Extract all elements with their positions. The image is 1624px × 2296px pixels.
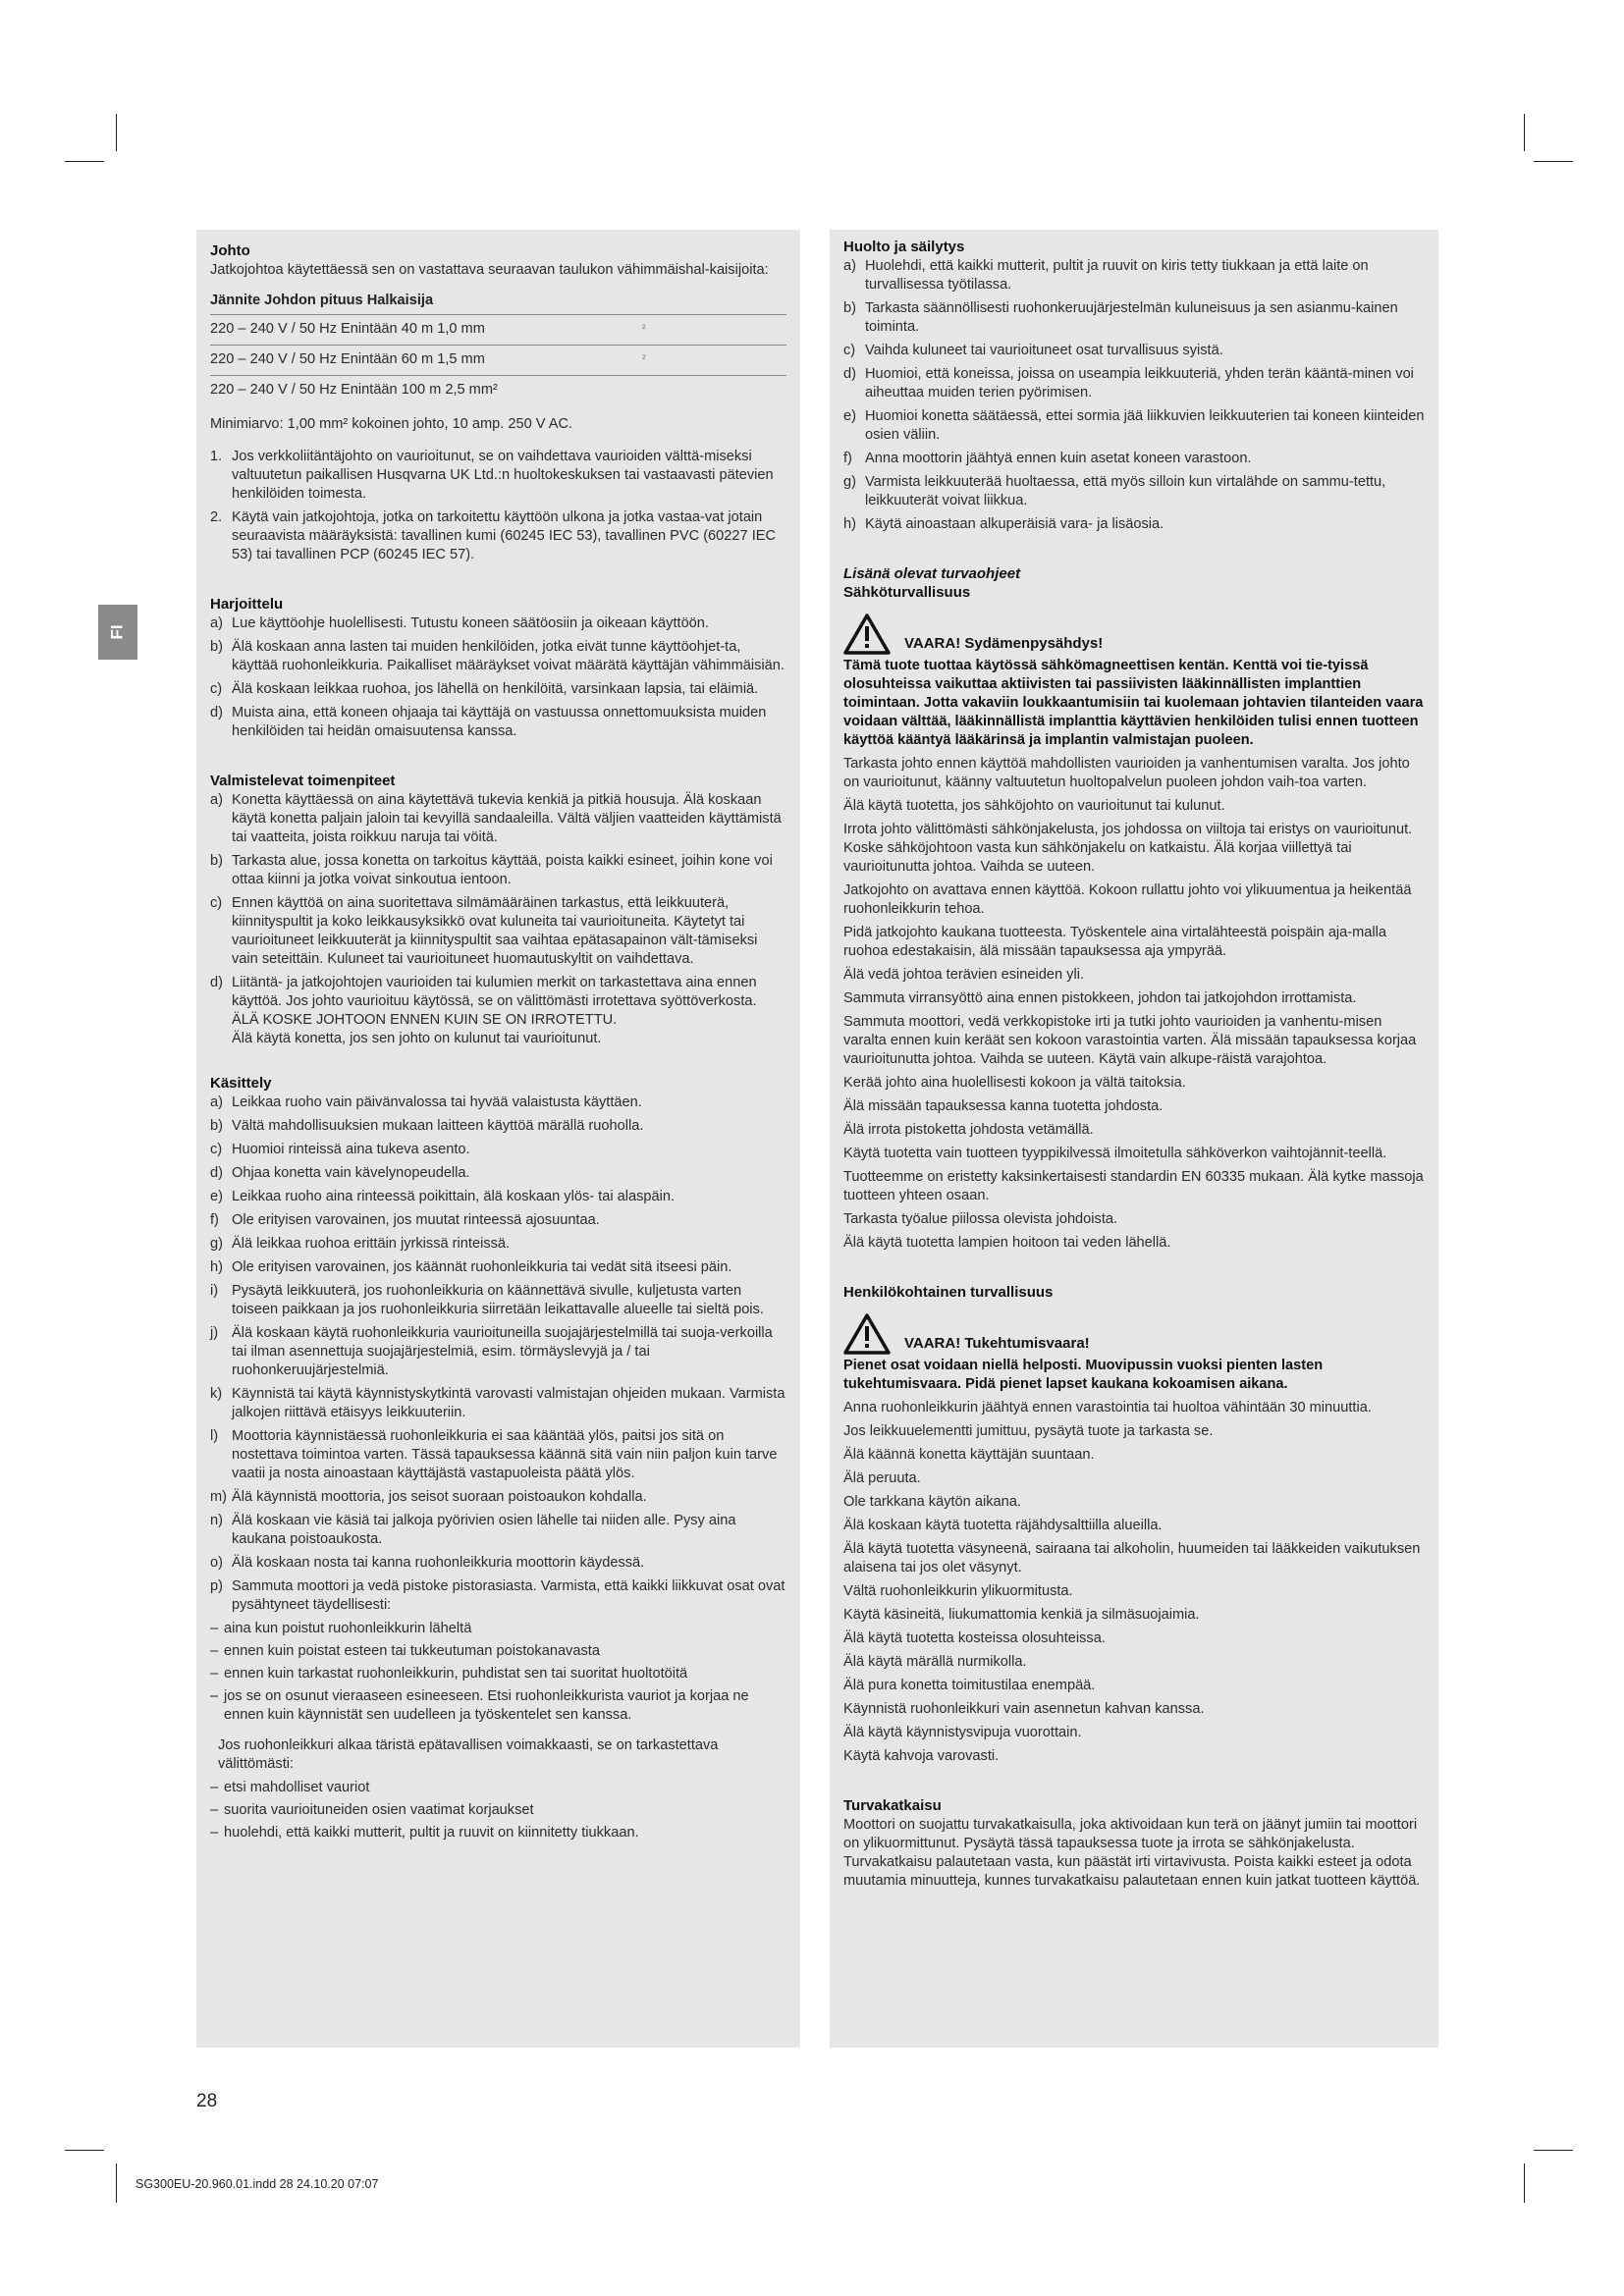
- paragraph: Tarkasta työalue piilossa olevista johdoista.: [843, 1211, 1118, 1227]
- paragraph: Tuotteemme on eristetty kaksinkertaisesti standardin EN 60335 mukaan. Älä kytke massoja tuotteen yhteen osaan.: [843, 1169, 1424, 1203]
- paragraph: Älä vedä johtoa terävien esineiden yli.: [843, 967, 1085, 983]
- paragraph: Moottori on suojattu turvakatkaisulla, joka aktivoidaan kun terä on jäänyt jumiin tai moottori on ylikuormittunut. Pysäytä tässä tapauksessa tuote ja irrota se sähkönjakelusta. Turvakatkaisu palautetaan vasta, kun päästät irti virtavivusta. Poista kaikki esteet ja odota muutamia minuutteja, kunnes turvakatkaisu palautetaan ennen kuin jatkat tuotteen käyttöä.: [843, 1817, 1421, 1889]
- paragraph: Älä käytä tuotetta lampien hoitoon tai veden lähellä.: [843, 1235, 1171, 1251]
- list-item: [210, 1117, 786, 1136]
- paragraph: Älä käytä märällä nurmikolla.: [843, 1654, 1027, 1670]
- page-number: 28: [196, 2091, 218, 2111]
- paragraph: Älä käytä tuotetta, jos sähköjohto on vaurioitunut tai kulunut.: [843, 798, 1225, 814]
- paragraph: Jos ruohonleikkuri alkaa täristä epätavallisen voimakkaasti, se on tarkastettava välittömästi:: [218, 1737, 719, 1772]
- list-item: [210, 1164, 786, 1183]
- crop-mark: [65, 2150, 104, 2151]
- paragraph: Minimiarvo: 1,00 mm² kokoinen johto, 10 amp. 250 V AC.: [210, 416, 573, 432]
- list-text: Vaihda kuluneet tai vaurioituneet osat turvallisuus syistä.: [865, 343, 1223, 358]
- list-text: Sammuta moottori ja vedä pistoke pistorasiasta. Varmista, että kaikki liikkuvat osat ovat pysähtyneet täydellisesti:: [232, 1578, 785, 1613]
- list-text: Liitäntä- ja jatkojohtojen vaurioiden tai kulumien merkit on tarkastettava aina ennen käyttöä. Jos johto vaurioituu käytössä, se on välittömästi irrotettava syöttöverkosta.: [232, 975, 757, 1009]
- list-item: [210, 974, 786, 1011]
- paragraph: Jatkojohtoa käytettäessä sen on vastattava seuraavan taulukon vähimmäishal-kaisijoita:: [210, 262, 769, 278]
- paragraph: Älä käännä konetta käyttäjän suuntaan.: [843, 1447, 1095, 1463]
- list-item: [210, 448, 786, 504]
- list-item: [210, 704, 786, 741]
- list-text: Konetta käyttäessä on aina käytettävä tukevia kenkiä ja pitkiä housuja. Älä koskaan käytä konetta paljain jaloin tai kevyillä sandaaleilla. Vältä väljien vaatteiden käyttämistä tai vaatteita, joista roikkuu naruja tai vöitä.: [232, 792, 782, 845]
- section-heading: Harjoittelu: [210, 596, 284, 613]
- list-text: Jos verkkoliitäntäjohto on vaurioitunut, se on vaihdettava vaurioiden välttä-miseksi valtuutetun paikallisen Husqvarna UK Ltd.:n huoltokeskuksen tai vastaavasti pätevien henkilöiden toimesta.: [232, 449, 774, 502]
- list-item: [210, 680, 786, 699]
- list-text: Vältä mahdollisuuksien mukaan laitteen käyttöä märällä ruoholla.: [232, 1118, 644, 1134]
- paragraph: Pidä jatkojohto kaukana tuotteesta. Työskentele aina virtalähteestä poispäin aja-malla ruohoa edestakaisin, älä missään tapauksessa aja ympyrää.: [843, 925, 1387, 959]
- list-item: [843, 450, 1427, 468]
- list-text: Anna moottorin jäähtyä ennen kuin asetat koneen varastoon.: [865, 451, 1252, 466]
- table-cell: 220 – 240 V / 50 Hz Enintään 60 m 1,5 mm: [210, 351, 485, 367]
- dash-marker: –: [210, 1688, 219, 1704]
- list-item: [210, 614, 786, 633]
- paragraph: Älä käytä tuotetta väsyneenä, sairaana tai alkoholin, huumeiden tai lääkkeiden vaikutuksen alaisena tai jos olet väsynyt.: [843, 1541, 1421, 1575]
- list-item: [210, 1258, 786, 1277]
- list-text: Leikkaa ruoho vain päivänvalossa tai hyvää valaistusta käyttäen.: [232, 1095, 642, 1110]
- section-johto: [210, 241, 786, 564]
- list-marker: g): [210, 1236, 223, 1252]
- list-text: Varmista leikkuuterää huoltaessa, että myös silloin kun virtalähde on sammu-tettu, leikkuuterät voivat liikkua.: [865, 474, 1386, 508]
- dash-item: [210, 1824, 786, 1842]
- list-marker: c): [210, 1142, 223, 1157]
- list-item: [843, 257, 1427, 294]
- paragraph: Älä pura konetta toimitustilaa enempää.: [843, 1678, 1096, 1693]
- list-text: Huomioi konetta säätäessä, ettei sormia jää liikkuvien leikkuuterien tai koneen kiinteiden osien väliin.: [865, 408, 1425, 443]
- list-marker: f): [843, 451, 852, 466]
- section-henkilo: [843, 1283, 1427, 1766]
- list-text: Leikkaa ruoho aina rinteessä poikittain, älä koskaan ylös- tai alaspäin.: [232, 1189, 676, 1204]
- list-item: [210, 1512, 786, 1549]
- list-text: Älä leikkaa ruohoa erittäin jyrkissä rinteissä.: [232, 1236, 511, 1252]
- dash-text: suorita vaurioituneiden osien vaatimat korjaukset: [224, 1802, 534, 1818]
- footer-slug: SG300EU-20.960.01.indd 28 24.10.20 07:07: [135, 2177, 379, 2191]
- warning-header: [843, 1313, 1427, 1355]
- paragraph: Älä irrota pistoketta johdosta vetämällä.: [843, 1122, 1094, 1138]
- list-item: [843, 515, 1427, 534]
- dash-list: [210, 1779, 786, 1842]
- list-text: Käynnistä tai käytä käynnistyskytkintä varovasti valmistajan ohjeiden mukaan. Varmista jalkojen riittävä etäisyys leikkuuteriin.: [232, 1386, 785, 1420]
- lettered-list: [843, 257, 1427, 534]
- subsection-heading: Sähköturvallisuus: [843, 584, 971, 601]
- paragraph: Älä missään tapauksessa kanna tuotetta johdosta.: [843, 1098, 1164, 1114]
- crop-mark: [1534, 161, 1573, 162]
- paragraph: Älä peruuta.: [843, 1470, 921, 1486]
- list-marker: n): [210, 1513, 223, 1528]
- table-cell: 220 – 240 V / 50 Hz Enintään 40 m 1,0 mm: [210, 321, 485, 337]
- list-marker: c): [210, 681, 223, 697]
- paragraph: Käynnistä ruohonleikkuri vain asennetun kahvan kanssa.: [843, 1701, 1205, 1717]
- list-marker: a): [210, 615, 223, 631]
- dash-text: ennen kuin tarkastat ruohonleikkurin, puhdistat sen tai suoritat huoltotöitä: [224, 1666, 688, 1682]
- list-item: [210, 638, 786, 675]
- table-row: [210, 346, 786, 376]
- crop-mark: [1524, 2163, 1525, 2203]
- list-item: [210, 1577, 786, 1615]
- table-cell-mark: ²: [642, 353, 646, 365]
- paragraph: Anna ruohonleikkurin jäähtyä ennen varastointia tai huoltoa vähintään 30 minuuttia.: [843, 1400, 1372, 1415]
- list-marker: l): [210, 1428, 219, 1444]
- dash-marker: –: [210, 1621, 219, 1636]
- paragraph: Älä käytä konetta, jos sen johto on kulunut tai vaurioitunut.: [232, 1031, 602, 1046]
- paragraph: Älä käytä tuotetta kosteissa olosuhteissa.: [843, 1630, 1106, 1646]
- list-item: [843, 473, 1427, 510]
- list-text: Älä koskaan nosta tai kanna ruohonleikkuria moottorin käydessä.: [232, 1555, 645, 1571]
- list-item: [210, 1385, 786, 1422]
- paragraph: Käytä tuotetta vain tuotteen tyyppikilvessä ilmoitetulla sähköverkon vaihtojännit-teellä.: [843, 1146, 1387, 1161]
- list-marker: 2.: [210, 509, 223, 525]
- section-heading: Käsittely: [210, 1075, 272, 1092]
- list-item: [843, 365, 1427, 402]
- list-marker: d): [843, 366, 856, 382]
- list-item: [843, 299, 1427, 337]
- dash-item: [210, 1687, 786, 1725]
- list-item: [210, 1188, 786, 1206]
- dash-item: [210, 1801, 786, 1820]
- list-text: Ennen käyttöä on aina suoritettava silmämääräinen tarkastus, että leikkuuterä, kiinnityspultit ja koko leikkausyksikkö ovat kuluneita tai vaurioituneita. Käytetyt tai vaurioituneet leikkuuterät ja kiinnityspultit saa vaihtaa epätasapainon vält-tämiseksi vain seteittäin. Kuluneet tai vaurioituneet huomautuskyltit on vaihdettava.: [232, 895, 758, 967]
- crop-mark: [116, 114, 117, 151]
- list-marker: j): [210, 1325, 219, 1341]
- dash-marker: –: [210, 1802, 219, 1818]
- list-text: Älä koskaan käytä ruohonleikkuria vaurioituneilla suojajärjestelmillä tai suoja-verkoilla tai ilman asennettuja suojajärjestelmiä, esim. törmäyslevyjä ja / tai ruohonkeruujärjestelmiä.: [232, 1325, 773, 1378]
- paragraph: Jatkojohto on avattava ennen käyttöä. Kokoon rullattu johto voi ylikuumentua ja heikentää ruohonleikkurin tehoa.: [843, 882, 1412, 917]
- language-tab: FI: [98, 605, 137, 660]
- list-item: [843, 342, 1427, 360]
- warning-text: Pienet osat voidaan niellä helposti. Muovipussin vuoksi pienten lasten tukehtumisvaara. Pidä pienet lapset kaukana kokoamisen aikana.: [843, 1358, 1324, 1392]
- list-marker: c): [843, 343, 856, 358]
- list-item: [843, 407, 1427, 445]
- paragraph: Sammuta virransyöttö aina ennen pistokkeen, johdon tai jatkojohdon irrottamista.: [843, 990, 1357, 1006]
- list-marker: b): [210, 853, 223, 869]
- section-heading: Huolto ja säilytys: [843, 239, 965, 255]
- list-marker: b): [210, 639, 223, 655]
- list-item: [210, 1211, 786, 1230]
- list-text: Pysäytä leikkuuterä, jos ruohonleikkuria on käännettävä sivulle, kuljetusta varten toiseen paikkaan ja jos ruohonleikkuria siirretään leikattavalle alueelle tai sieltä pois.: [232, 1283, 764, 1317]
- list-marker: e): [210, 1189, 223, 1204]
- paragraph: Älä käytä käynnistysvipuja vuorottain.: [843, 1725, 1082, 1740]
- lettered-list: [210, 614, 786, 741]
- dash-marker: –: [210, 1780, 219, 1795]
- section-huolto: [843, 238, 1427, 534]
- list-text: Käytä ainoastaan alkuperäisiä vara- ja lisäosia.: [865, 516, 1164, 532]
- crop-mark: [116, 2163, 117, 2203]
- list-item: [210, 1554, 786, 1573]
- list-item: [210, 1488, 786, 1507]
- paragraph: Käytä kahvoja varovasti.: [843, 1748, 1000, 1764]
- list-marker: o): [210, 1555, 223, 1571]
- section-heading: Valmistelevat toimenpiteet: [210, 773, 396, 789]
- table-row: [210, 376, 786, 405]
- table-cell-mark: ²: [642, 323, 646, 335]
- dash-list: [210, 1620, 786, 1725]
- dash-text: etsi mahdolliset vauriot: [224, 1780, 370, 1795]
- numbered-list: [210, 448, 786, 564]
- warning-header: [843, 614, 1427, 655]
- paragraph: Ole tarkkana käytön aikana.: [843, 1494, 1021, 1510]
- dash-item: [210, 1779, 786, 1797]
- dash-text: huolehdi, että kaikki mutterit, pultit ja ruuvit on kiinnitetty tiukkaan.: [224, 1825, 639, 1841]
- list-item: [210, 1427, 786, 1483]
- left-column: [196, 230, 800, 2048]
- section-heading: Henkilökohtainen turvallisuus: [843, 1284, 1054, 1301]
- list-marker: c): [210, 895, 223, 911]
- right-column: [830, 230, 1438, 2048]
- list-text: Älä koskaan leikkaa ruohoa, jos lähellä on henkilöitä, varsinkaan lapsia, tai eläimiä.: [232, 681, 759, 697]
- paragraph: Tarkasta johto ennen käyttöä mahdollisten vaurioiden ja vanhentumisen varalta. Jos johto on vaurioitunut, käänny valtuutetun huoltopalvelun puoleen johdon vaih-toa varten.: [843, 756, 1410, 790]
- section-heading: Johto: [210, 242, 250, 259]
- warning-triangle-icon: [843, 614, 891, 655]
- paragraph: Jos leikkuuelementti jumittuu, pysäytä tuote ja tarkasta se.: [843, 1423, 1214, 1439]
- list-marker: d): [210, 1165, 223, 1181]
- dash-text: aina kun poistut ruohonleikkurin läheltä: [224, 1621, 472, 1636]
- list-marker: f): [210, 1212, 219, 1228]
- table-header: Jännite Johdon pituus Halkaisija: [210, 293, 434, 308]
- list-item: [210, 1235, 786, 1254]
- list-item: [210, 1324, 786, 1380]
- list-text: Huolehdi, että kaikki mutterit, pultit ja ruuvit on kiris tetty tiukkaan ja että laite on turvallisessa työtilassa.: [865, 258, 1369, 293]
- section-kasittely: [210, 1074, 786, 1842]
- list-text: Lue käyttöohje huolellisesti. Tutustu koneen säätöosiin ja oikeaan käyttöön.: [232, 615, 709, 631]
- section-heading: Lisänä olevat turvaohjeet: [843, 565, 1021, 582]
- dash-item: [210, 1620, 786, 1638]
- list-item: [210, 508, 786, 564]
- list-text: Ole erityisen varovainen, jos käännät ruohonleikkuria tai vedät sitä itseesi päin.: [232, 1259, 732, 1275]
- dash-item: [210, 1665, 786, 1683]
- paragraph: Vältä ruohonleikkurin ylikuormitusta.: [843, 1583, 1073, 1599]
- dash-text: jos se on osunut vieraaseen esineeseen. Etsi ruohonleikkurista vauriot ja korjaa ne ennen kuin käynnistät sen uudelleen ja työskentelet sen kanssa.: [224, 1688, 749, 1723]
- crop-mark: [1534, 2150, 1573, 2151]
- paragraph-list: [843, 755, 1427, 1253]
- list-marker: 1.: [210, 449, 223, 464]
- dash-marker: –: [210, 1643, 219, 1659]
- warning-triangle-icon: [843, 1313, 891, 1355]
- paragraph: Sammuta moottori, vedä verkkopistoke irti ja tutki johto vaurioiden ja vanhentu-misen varalta ennen kuin keräät sen kokoon varastointia varten. Älä missään tapauksessa korjaa vaurioitunutta johtoa. Vaihda se uuteen. Käytä vain alkupe-räistä varajohtoa.: [843, 1014, 1417, 1067]
- list-item: [210, 791, 786, 847]
- list-marker: g): [843, 474, 856, 490]
- list-text: Huomioi rinteissä aina tukeva asento.: [232, 1142, 470, 1157]
- table-row: [210, 315, 786, 346]
- list-text: Älä koskaan anna lasten tai muiden henkilöiden, jotka eivät tunne käyttöohjet-ta, käyttää ruohonleikkuria. Paikalliset määräykset voivat määrätä käyttäjän vähimmäisiän.: [232, 639, 785, 673]
- paragraph: Irrota johto välittömästi sähkönjakelusta, jos johdossa on viiltoja tai eristys on vaurioitunut. Koske sähköjohtoon vasta kun sähkönjakelu on katkaistu. Älä korjaa viillettyä tai vaurioitunutta johtoa. Vaihda se uuteen.: [843, 822, 1413, 875]
- warning-title: VAARA! Tukehtumisvaara!: [904, 1335, 1090, 1352]
- dash-marker: –: [210, 1825, 219, 1841]
- list-marker: h): [210, 1259, 223, 1275]
- list-item: [210, 1141, 786, 1159]
- dash-marker: –: [210, 1666, 219, 1682]
- lettered-list: [210, 1094, 786, 1615]
- paragraph: Kerää johto aina huolellisesti kokoon ja vältä taitoksia.: [843, 1075, 1186, 1091]
- list-item: [210, 1094, 786, 1112]
- list-text: Tarkasta alue, jossa konetta on tarkoitus käyttää, poista kaikki esineet, joihin kone voi ottaa kiinni ja jotka voivat sinkoutua ientoon.: [232, 853, 773, 887]
- list-marker: i): [210, 1283, 219, 1299]
- list-item: [210, 1282, 786, 1319]
- list-marker: a): [210, 792, 223, 808]
- table-cell: 220 – 240 V / 50 Hz Enintään 100 m 2,5 mm²: [210, 382, 498, 398]
- list-marker: b): [210, 1118, 223, 1134]
- list-text: Huomioi, että koneissa, joissa on useampia leikkuuteriä, yhden terän kääntä-minen voi aiheuttaa muiden terien pyörimisen.: [865, 366, 1414, 400]
- paragraph: Käytä käsineitä, liukumattomia kenkiä ja silmäsuojaimia.: [843, 1607, 1200, 1623]
- paragraph-list: [843, 1399, 1427, 1766]
- list-text: Käytä vain jatkojohtoja, jotka on tarkoitettu käyttöön ulkona ja jotka vastaa-vat jotain seuraavista määräyksistä: tavallinen kumi (60245 IEC 53), tavallinen PVC (60227 IEC 53) tai tavallinen PCP (60245 IEC 57).: [232, 509, 777, 562]
- list-marker: d): [210, 975, 223, 990]
- section-harjoittelu: [210, 595, 786, 741]
- section-turvakatkaisu: [843, 1796, 1427, 1891]
- list-marker: m): [210, 1489, 228, 1505]
- list-marker: a): [210, 1095, 223, 1110]
- list-marker: h): [843, 516, 856, 532]
- list-marker: e): [843, 408, 856, 424]
- crop-mark: [1524, 114, 1525, 151]
- section-heading: Turvakatkaisu: [843, 1797, 942, 1814]
- list-text: Ole erityisen varovainen, jos muutat rinteessä ajosuuntaa.: [232, 1212, 600, 1228]
- section-valmistelevat: [210, 772, 786, 1048]
- crop-mark: [65, 161, 104, 162]
- list-text: Älä käynnistä moottoria, jos seisot suoraan poistoaukon kohdalla.: [232, 1489, 647, 1505]
- list-text: Muista aina, että koneen ohjaaja tai käyttäjä on vastuussa onnettomuuksista muiden henkilöiden tai heidän omaisuutensa kanssa.: [232, 705, 767, 739]
- warning-title: VAARA! Sydämenpysähdys!: [904, 635, 1104, 652]
- list-text: Tarkasta säännöllisesti ruohonkeruujärjestelmän kuluneisuus ja sen asianmu-kainen toiminta.: [865, 300, 1398, 335]
- list-item: [210, 852, 786, 889]
- cable-table: [210, 314, 786, 405]
- list-text: Älä koskaan vie käsiä tai jalkoja pyörivien osien lähelle tai niiden alle. Pysy aina kaukana poistoaukosta.: [232, 1513, 736, 1547]
- list-marker: p): [210, 1578, 223, 1594]
- list-marker: a): [843, 258, 856, 274]
- list-item: [210, 894, 786, 969]
- paragraph: Älä koskaan käytä tuotetta räjähdysalttiilla alueilla.: [843, 1518, 1163, 1533]
- dash-item: [210, 1642, 786, 1661]
- table-cell-mark: [642, 381, 681, 400]
- warning-text: Tämä tuote tuottaa käytössä sähkömagneettisen kentän. Kenttä voi tie-tyissä olosuhteissa vaikuttaa aktiivisten tai passiivisten lääkinnällisten implanttien toimintaan. Jotta vakaviin loukkaantumisiin tai kuolemaan johtavien tilanteiden vaara voidaan välttää, lääkinnällistä implanttia käyttävien henkilöiden tulisi ennen tuotteen käyttöä kääntyä lääkärinsä ja implantin valmistajan puoleen.: [843, 658, 1424, 748]
- list-marker: d): [210, 705, 223, 721]
- section-lisaa: [843, 564, 1427, 1253]
- list-marker: k): [210, 1386, 223, 1402]
- list-marker: b): [843, 300, 856, 316]
- caps-warning: ÄLÄ KOSKE JOHTOON ENNEN KUIN SE ON IRROTETTU.: [232, 1012, 618, 1028]
- dash-text: ennen kuin poistat esteen tai tukkeutuman poistokanavasta: [224, 1643, 600, 1659]
- lettered-list: [210, 791, 786, 1011]
- list-text: Ohjaa konetta vain kävelynopeudella.: [232, 1165, 470, 1181]
- list-text: Moottoria käynnistäessä ruohonleikkuria ei saa kääntää ylös, paitsi jos sitä on nostettava toimintoa varten. Tässä tapauksessa käännä sitä vain niin paljon kuin tarve vaatii ja nosta ainoastaan käyttäjästä vastapuoleista päätä ylös.: [232, 1428, 778, 1481]
